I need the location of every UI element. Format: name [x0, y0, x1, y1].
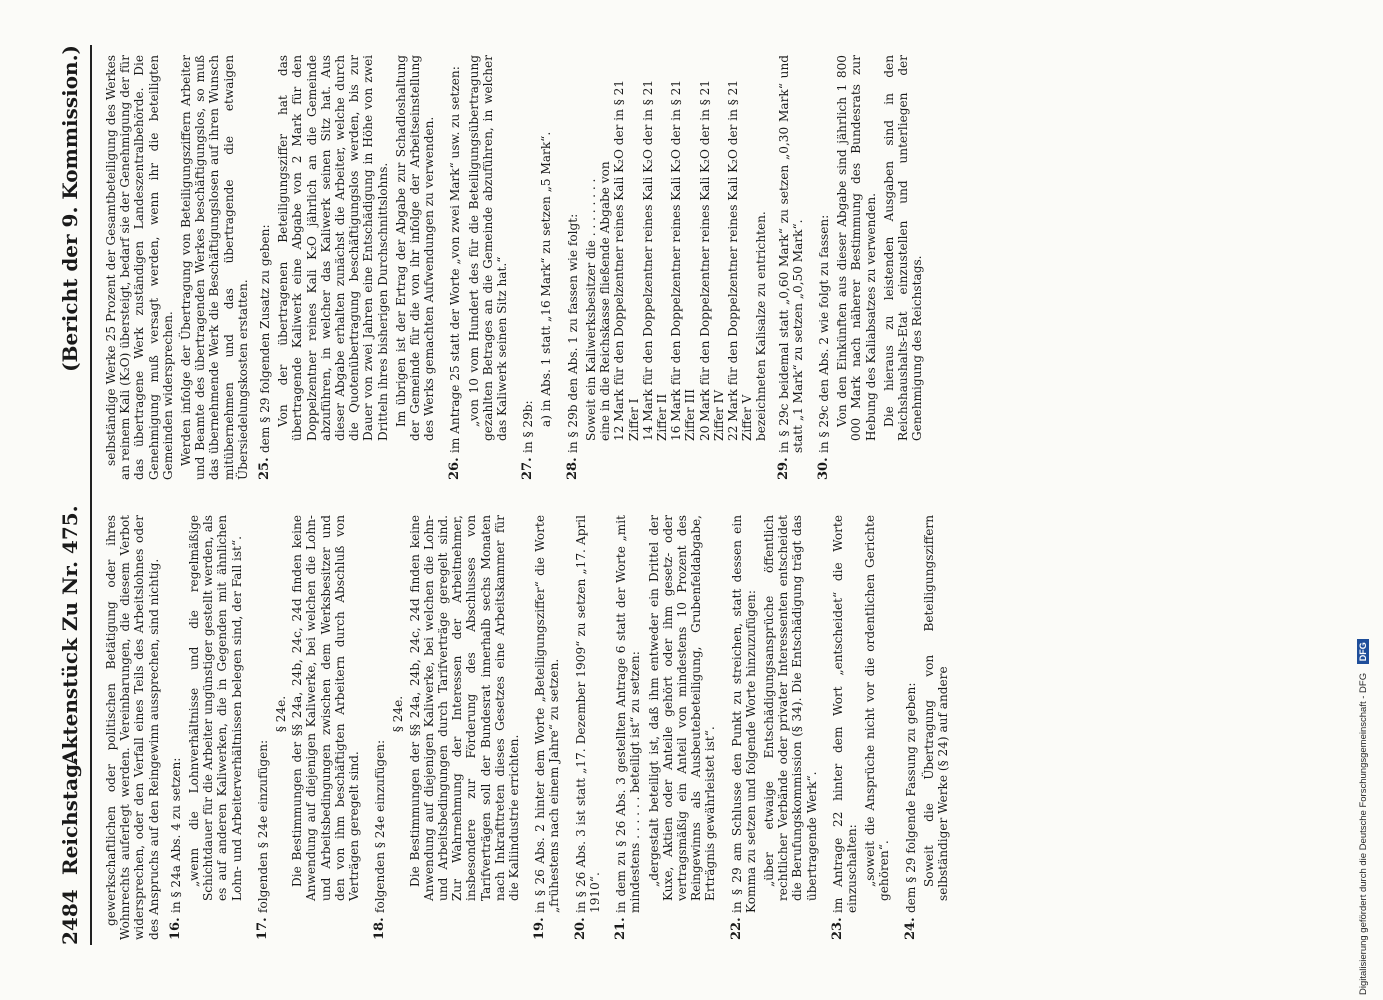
- amendment-item: [831, 515, 896, 940]
- dfg-logo: DFG: [1357, 639, 1369, 664]
- item-text: in § 29c beidemal statt „0,60 Mark“ zu setzen „0,30 Mark“ und statt „1 Mark“ zu setzen „0,50 Mark“.: [776, 55, 805, 453]
- amendment-item: [256, 515, 365, 940]
- section-heading: § 24e.: [274, 695, 289, 733]
- rate-line: 20 Mark für den Doppelzentner reines Kali K₂O der in § 21 Ziffer IV: [697, 79, 726, 441]
- quoted-text: Im übrigen ist der Ertrag der Abgabe zur Schadloshaltung der Gemeinde für die von ihr infolge der Arbeitseinstellung des Werks gemachten Aufwendungen zu verwenden.: [393, 55, 437, 441]
- amendment-item: [777, 55, 809, 480]
- quoted-text: Von der übertragenen Beteiligungsziffer hat das übertragende Kaliwerk eine Abgabe von 2 Mark für den Doppelzentner reines Kali K₂O jährlich an die Gemeinde abzuführen, in welcher das Kaliwerk seinen Sitz hat. Aus dieser Abgabe erhalten zunächst die Arbeiter, welche durch die Quotenübertragung beschäftigungslos werden, bis zur Dauer von zwei Jahren eine Entschädigung in Höhe von zwei Dritteln ihres bisherigen Durchschnittslohns.: [276, 55, 390, 441]
- amendment-item: [533, 515, 565, 940]
- item-number: 26.: [447, 457, 463, 480]
- item-text: folgenden § 24e einzufügen:: [255, 739, 270, 913]
- quoted-text: Die Bestimmungen der §§ 24a, 24b, 24c, 24d finden keine Anwendung auf diejenigen Kaliwerke, bei welchen die Lohn- und Arbeitsbedingungen zwischen dem Werksbesitzer und den von ihm beschäftigten Arbeitern durch Abschluß von Verträgen geregelt sind.: [290, 515, 362, 901]
- digitization-note: Digitalisierung gefördert durch die Deutsche Forschungsgemeinschaft - DFG DFG: [1355, 5, 1373, 995]
- quoted-text: Die Bestimmungen der §§ 24a, 24b, 24c, 24d finden keine Anwendung auf diejenigen Kaliwerke, bei welchen die Lohn- und Arbeitsbedingungen durch Tarifverträge geregelt sind. Zur Wahrnehmung der Interessen der Arbeitnehmer, insbesondere zur Förderung des Abschlusses von Tarifverträgen soll der Bundesrat innerhalb sechs Monaten nach Inkrafttreten dieses Gesetzes eine Arbeitskammer für die Kaliindustrie errichten.: [407, 515, 522, 901]
- quoted-text: Soweit die Übertragung von Beteiligungsziffern selbständiger Werke (§ 24) auf andere: [921, 515, 950, 901]
- item-body: [574, 515, 606, 913]
- parliament-label: Reichstag.: [58, 756, 82, 875]
- rate-line: 14 Mark für den Doppelzentner reines Kali K₂O der in § 21 Ziffer II: [640, 79, 669, 441]
- item-body: [817, 55, 928, 453]
- page-number: 2484: [58, 889, 82, 945]
- quoted-text: „über etwaige Entschädigungsansprüche öffentlich rechtlicher Verbände oder privater Interessenten entscheidet die Berufungskommission (§ 34). Die Entschädigung trägt das übertragende Werk“.: [761, 515, 819, 901]
- item-number: 24.: [902, 917, 918, 940]
- quoted-text: Die hieraus zu leistenden Ausgaben sind in den Reichshaushalts-Etat einzustellen und unterliegen der Genehmigung des Reichstags.: [881, 55, 925, 441]
- amendment-item: [574, 515, 606, 940]
- amendment-item: [566, 55, 769, 480]
- item-body: [614, 515, 721, 913]
- amendment-item: [817, 55, 928, 480]
- rate-line: 16 Mark für den Doppelzentner reines Kali K₂O der in § 21 Ziffer III: [669, 79, 698, 441]
- item-text: dem § 29 folgenden Zusatz zu geben:: [258, 224, 273, 453]
- item-text: im Antrage 22 hinter dem Wort „entscheidet“ die Worte einzuschalten:: [830, 515, 859, 913]
- item-body: [521, 55, 557, 453]
- amendment-item: [521, 55, 557, 480]
- rate-line: bezeichneten Kalisalze zu entrichten.: [754, 211, 769, 441]
- item-body: [373, 515, 525, 913]
- amendment-item: [614, 515, 721, 940]
- quoted-text: Von den Einkünften aus dieser Abgabe sind jährlich 1 800 000 Mark nach näherer Bestimmung des Bundesrats zur Hebung des Kaliabsatzes zu verwenden.: [835, 55, 878, 441]
- item-number: 16.: [167, 917, 183, 940]
- item-text: in § 29b:: [521, 400, 536, 453]
- item-body: [777, 55, 809, 453]
- left-column: [104, 515, 954, 940]
- quoted-text: „wenn die Lohnverhältnisse und die regelmäßige Schichtdauer für die Arbeiter ungünstiger gestellt werden, als es auf anderen Kaliwerken, die in Gegenden mit ähnlichen Lohn- und Arbeiterverhältnissen belegen sind, der Fall ist“.: [187, 515, 244, 901]
- item-text: in § 29c den Abs. 2 wie folgt zu fassen:: [816, 214, 831, 453]
- paragraph: Werden infolge der Übertragung von Beteiligungsziffern Arbeiter und Beamte des übertragenden Werkes beschäftigungslos, so muß das übernehmende Werk die Beschäftigungslosen auf ihren Wunsch mitübernehmen und das übertragende die etwaigen Übersiedelungskosten erstatten.: [179, 55, 250, 480]
- item-body: [566, 55, 769, 453]
- item-number: 28.: [564, 457, 580, 480]
- paragraph: selbständige Werke 25 Prozent der Gesamtbeteiligung des Werkes an reinem Kali (K₂O) übersteigt, bedarf sie der Genehmigung der für das übertragene Werk zuständigen Landeszentralbehörde. Die Genehmigung muß versagt werden, wenn ihr die beteiligten Gemeinden widersprechen.: [104, 55, 175, 480]
- item-text: im Antrage 25 statt der Worte „von zwei Mark“ usw. zu setzen:: [448, 66, 463, 453]
- item-text: folgenden § 24e einzufügen:: [373, 739, 388, 913]
- quoted-text: a) in Abs. 1 statt „16 Mark“ zu setzen „5 Mark“.: [539, 131, 554, 427]
- item-number: 23.: [829, 917, 845, 940]
- item-text: dem § 29 folgende Fassung zu geben:: [903, 682, 918, 913]
- amendment-item: [373, 515, 525, 940]
- item-body: [533, 515, 565, 913]
- rate-line: 22 Mark für den Doppelzentner reines Kali K₂O der in § 21 Ziffer V: [725, 79, 755, 441]
- item-number: 18.: [372, 917, 388, 940]
- item-body: [831, 515, 896, 913]
- item-number: 27.: [520, 457, 536, 480]
- quoted-text: „dergestalt beteiligt ist, daß ihm entweder ein Drittel der Kuxe, Aktien oder Anteile gehört oder ihm gesetz- oder vertragsmäßig ein Anteil von mindestens 10 Prozent des Reingewinns als Ausbeutebeteiligung, Grubenfeldabgabe, Erträgnis gewährleistet ist“.: [646, 515, 718, 901]
- amendment-item: [730, 515, 823, 940]
- item-number: 30.: [815, 457, 831, 480]
- item-body: [730, 515, 823, 913]
- quoted-text: „von 10 vom Hundert des für die Beteiligungsübertragung gezahlten Betrages an die Gemeinde abzuführen, in welcher das Kaliwerk seinen Sitz hat.“: [466, 55, 510, 441]
- amendment-item: [904, 515, 955, 940]
- amendment-item: [169, 515, 248, 940]
- amendment-item: [448, 55, 513, 480]
- item-text: in § 26 Abs. 3 ist statt „17. Dezember 1909“ zu setzen „17. April 1910“.: [573, 515, 602, 913]
- item-body: [258, 55, 440, 453]
- rate-line: 12 Mark für den Doppelzentner reines Kali K₂O der in § 21 Ziffer I: [612, 79, 641, 441]
- item-body: [256, 515, 365, 913]
- item-number: 29.: [775, 457, 791, 480]
- item-number: 21.: [613, 917, 629, 940]
- section-heading: § 24e.: [391, 695, 406, 733]
- amendment-item: [258, 55, 440, 480]
- item-text: in § 24a Abs. 4 zu setzen:: [168, 757, 183, 913]
- quoted-text: „soweit die Ansprüche nicht vor die ordentlichen Gerichte gehören“.: [863, 515, 892, 901]
- item-body: [448, 55, 513, 453]
- item-body: [904, 515, 955, 913]
- item-text: in § 29b den Abs. 1 zu fassen wie folgt:: [565, 213, 580, 453]
- item-body: [169, 515, 248, 913]
- item-number: 25.: [257, 457, 273, 480]
- rate-list: [584, 55, 769, 453]
- page-header: [56, 45, 92, 945]
- item-text: in § 26 Abs. 2 hinter dem Worte „Beteiligungsziffer“ die Worte „frühestens nach einem Jahre“ zu setzen.: [533, 515, 562, 913]
- rate-line: Soweit ein Kaliwerksbesitzer die . . . . . . . .: [583, 178, 598, 441]
- document-title: Aktenstück Zu Nr. 475.: [58, 505, 82, 765]
- item-number: 19.: [532, 917, 548, 940]
- paragraph: gewerkschaftlichen oder politischen Betätigung oder ihres Wohnrechts auferlegt werden. Vereinbarungen, die diesem Verbot widersprechen, oder den Verfall eines Teils des Arbeitslohnes oder des Anspruchs auf den Reingewinn aussprechen, sind nichtig.: [104, 515, 161, 940]
- rate-line: eine in die Reichskasse fließende Abgabe von: [598, 161, 613, 441]
- right-column: [104, 55, 928, 480]
- digitization-footer: [1355, 5, 1375, 995]
- item-number: 17.: [254, 917, 270, 940]
- report-label: (Bericht der 9. Kommission.): [58, 45, 82, 372]
- item-number: 20.: [572, 917, 588, 940]
- item-number: 22.: [728, 917, 744, 940]
- item-text: in dem zu § 26 Abs. 3 gestellten Antrage 6 statt der Worte „mit mindestens . . . . . . beteiligt ist“ zu setzen:: [614, 515, 643, 913]
- item-text: in § 29 am Schlusse den Punkt zu streichen, statt dessen ein Komma zu setzen und folgende Worte hinzuzufügen:: [729, 515, 758, 913]
